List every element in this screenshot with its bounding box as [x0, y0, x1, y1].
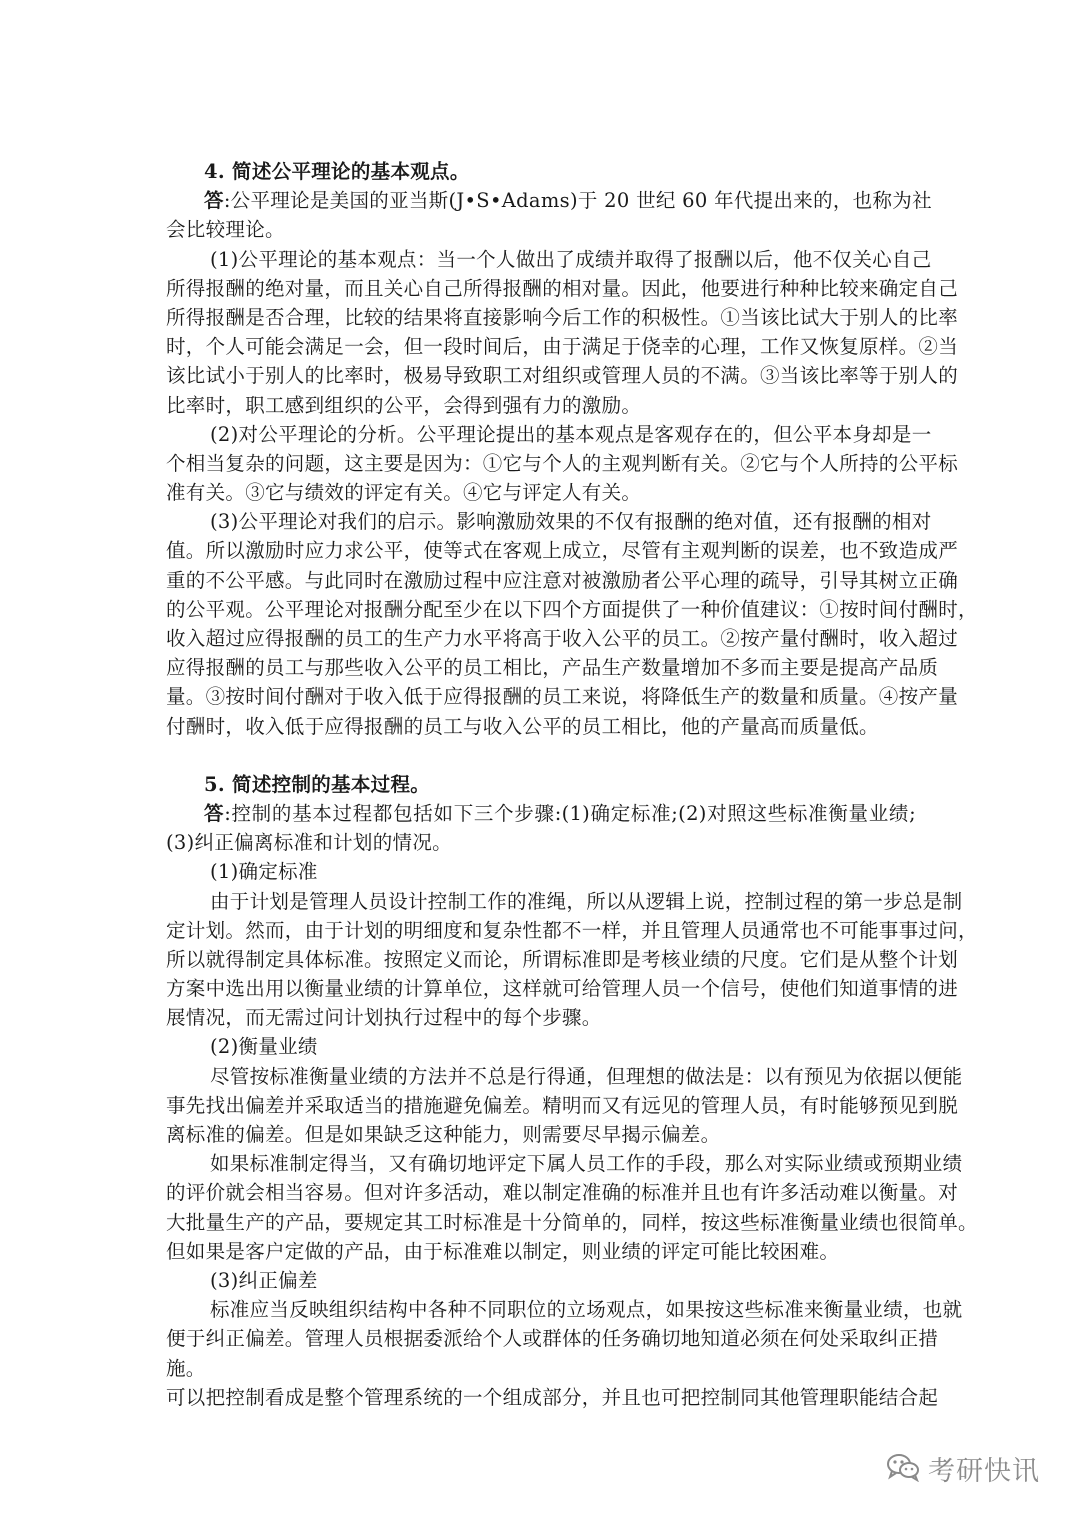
paragraph-line: 所得报酬的绝对量，而且关心自己所得报酬的相对量。因此，他要进行种种比较来确定自己 [166, 276, 959, 300]
paragraph-line: 所以就得制定具体标准。按照定义而论，所谓标准即是考核业绩的尺度。它们是从整个计划 [166, 947, 959, 971]
paragraph-line: (3)公平理论对我们的启示。影响激励效果的不仅有报酬的绝对值，还有报酬的相对 [210, 510, 932, 534]
section-5-answer-line [166, 799, 916, 828]
subheading-line: (2)衡量业绩 [210, 1035, 318, 1059]
paragraph-line: 标准应当反映组织结构中各种不同职位的立场观点，如果按这些标准来衡量业绩，也就 [210, 1298, 963, 1322]
paragraph-line: 时，个人可能会满足一会，但一段时间后，由于满足于侥幸的心理，工作又恢复原样。②当 [166, 335, 959, 359]
paragraph-line: 由于计划是管理人员设计控制工作的准绳，所以从逻辑上说，控制过程的第一步总是制 [210, 889, 963, 913]
section-gap [166, 741, 916, 770]
paragraph-line: 大批量生产的产品，要规定其工时标准是十分简单的，同样，按这些标准衡量业绩也很简单。 [166, 1210, 978, 1234]
paragraph-line: 尽管按标准衡量业绩的方法并不总是行得通，但理想的做法是：以有预见为依据以便能 [210, 1064, 963, 1088]
answer-label: 答 [204, 189, 224, 213]
paragraph-line: 方案中选出用以衡量业绩的计算单位，这样就可给管理人员一个信号，使他们知道事情的进 [166, 977, 959, 1001]
answer-text: :公平理论是美国的亚当斯(J•S•Adams)于 20 世纪 60 年代提出来的，也称为社 [223, 189, 932, 213]
section-4-answer-line [166, 186, 932, 215]
paragraph-line: 定计划。然而，由于计划的明细度和复杂性都不一样，并且管理人员通常也不可能事事过问， [166, 918, 978, 942]
paragraph-line: 展情况，而无需过问计划执行过程中的每个步骤。 [166, 1006, 602, 1030]
paragraph-line: 量。③按时间付酬对于收入低于应得报酬的员工来说，将降低生产的数量和质量。④按产量 [166, 685, 959, 709]
paragraph-line: 的公平观。公平理论对报酬分配至少在以下四个方面提供了一种价值建议：①按时间付酬时， [166, 597, 978, 621]
paragraph-line: 的评价就会相当容易。但对许多活动，难以制定准确的标准并且也有许多活动难以衡量。对 [166, 1181, 959, 1205]
paragraph-line: 准有关。③它与绩效的评定有关。④它与评定人有关。 [166, 481, 642, 505]
subheading-line: (3)纠正偏差 [210, 1268, 318, 1292]
paragraph-line: 个相当复杂的问题，这主要是因为：①它与个人的主观判断有关。②它与个人所持的公平标 [166, 451, 959, 475]
paragraph-line: 便于纠正偏差。管理人员根据委派给个人或群体的任务确切地知道必须在何处采取纠正措 [166, 1327, 939, 1351]
paragraph-line: 值。所以激励时应力求公平，使等式在客观上成立，尽管有主观判断的误差，也不致造成严 [166, 539, 959, 563]
paragraph-line: (2)对公平理论的分析。公平理论提出的基本观点是客观存在的，但公平本身却是一 [210, 422, 932, 446]
answer-text: :控制的基本过程都包括如下三个步骤:(1)确定标准;(2)对照这些标准衡量业绩; [224, 801, 916, 825]
paragraph-line: 所得报酬是否合理，比较的结果将直接影响今后工作的积极性。①当该比试大于别人的比率 [166, 305, 959, 329]
paragraph-line: 会比较理论。 [166, 218, 285, 242]
answer-label: 答 [204, 801, 225, 825]
subheading-line: (1)确定标准 [210, 860, 318, 884]
paragraph-line: 付酬时，收入低于应得报酬的员工与收入公平的员工相比，他的产量高而质量低。 [166, 714, 879, 738]
wechat-icon [886, 1452, 920, 1486]
paragraph-line: 但如果是客户定做的产品，由于标准难以制定，则业绩的评定可能比较困难。 [166, 1239, 840, 1263]
paragraph-line: 施。 [166, 1356, 206, 1380]
paragraph-line: 离标准的偏差。但是如果缺乏这种能力，则需要尽早揭示偏差。 [166, 1123, 721, 1146]
paragraph-line: 如果标准制定得当，又有确切地评定下属人员工作的手段，那么对实际业绩或预期业绩 [210, 1152, 963, 1176]
document-page [166, 157, 978, 1412]
paragraph-line: 可以把控制看成是整个管理系统的一个组成部分，并且也可把控制同其他管理职能结合起 [166, 1385, 939, 1409]
paragraph-line: 重的不公平感。与此同时在激励过程中应注意对被激励者公平心理的疏导，引导其树立正确 [166, 568, 959, 592]
paragraph-line: 该比试小于别人的比率时，极易导致职工对组织或管理人员的不满。③当该比率等于别人的 [166, 364, 959, 388]
section-4-heading: 4. 简述公平理论的基本观点。 [204, 160, 470, 183]
paragraph-line: (1)公平理论的基本观点：当一个人做出了成绩并取得了报酬以后，他不仅关心自己 [210, 247, 932, 271]
paragraph-line: 事先找出偏差并采取适当的措施避免偏差。精明而又有远见的管理人员，有时能够预见到脱 [166, 1093, 959, 1117]
paragraph-line: 应得报酬的员工与那些收入公平的员工相比，产品生产数量增加不多而主要是提高产品质 [166, 656, 939, 680]
paragraph-line: 比率时，职工感到组织的公平，会得到强有力的激励。 [166, 393, 642, 417]
watermark [886, 1449, 1040, 1488]
paragraph-line: 收入超过应得报酬的员工的生产力水平将高于收入公平的员工。②按产量付酬时，收入超过 [166, 627, 959, 650]
paragraph-line: (3)纠正偏离标准和计划的情况。 [166, 831, 452, 855]
section-5-heading: 5. 简述控制的基本过程。 [204, 772, 431, 796]
watermark-text: 考研快讯 [928, 1456, 1040, 1487]
